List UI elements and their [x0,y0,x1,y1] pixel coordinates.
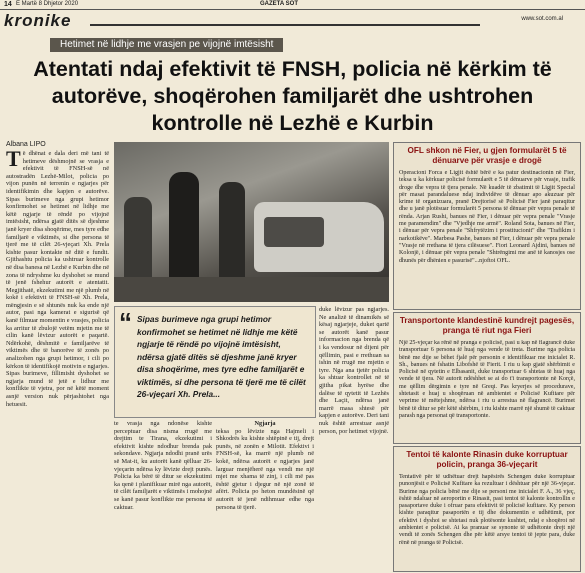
page-header-bar [0,0,585,10]
photo-person-shape [124,197,152,287]
column-2-text: te vrasja nga ndonëse kishte perceptuar disa nisma rrugë me drejtim te Tirana, ekzekutimi i efektivit kishte ndodhur brenda pak sekondave. Ngjarja ndodhi pranë urës së Mat-it, ku autorët kanë qëlluar 26-vjeçarin ndërsa ky lëvizte drejt punës. Policia ka bërë të ditur se ekzekutimi ka qenë i planifikuar mirë nga autorët, të cilët familjarët e viktimës i mohojnë se kanë pasur konflikte me persona të caktuar. [114,420,212,511]
sidebar-story-title: Transportonte klandestinë kundrejt pagesës, pranga të riut nga Fieri [399,316,575,335]
sidebar-story-text: Një 25-vjeçar ka rënë në pranga e policisë, pasi u kap në flagrancë duke transportuar 6 persona të huaj nga vende të treta. Burime nga policia bënë me dije se bëhet fjalë për personin e identifikuar me inicialet R. Sh., banues në fshatin Libofshë të Fierit. I riu u kap gjatë shërbimit e Policisë në qytetin e Elbasanit, duke transportuar 6 shtetas të huaj nga vende të tjera. Në autorit ndëshhet se ai do t'i transportonte në Korçë, me qëllim dërgimin e tyre në Greqi. Pas kryerjes së procedurave, shtetasit e huaj u shoqëruan në ambientet e Policisë Kufitare për veprime të mëtejshme, ndërsa i riu u arrestua në flagrancë. Burimet bënë të ditur se për këtë shërbim, i riu kishte marrë një shumë të caktuar parash nga personat që transportonte. [399,340,575,419]
article-column-4 [319,306,389,435]
photo-car-window-shape [264,217,324,247]
pull-quote-box [114,306,316,418]
crime-scene-photo [114,142,389,302]
article-headline: Atentati ndaj efektivit të FNSH, policia në kërkim të autorëve, shoqërohen familjarët dhe ushtrohen kontrolle në Lezhë e Kurbin [33,57,552,135]
sidebar-story-trafficking [393,312,581,444]
column-4-text: duke lëvizur pas ngjarjes. Ne analizë të dinamikës së kësaj ngjarjeje, duket qartë se autorët kanë pasur informacion nga brenda që i ka vendosur në dijeni për qëllimin, pasi e rrethuan sa ishin në rrugë me mjetin e tyre. Nga ana tjetër policia ka shtuar kontrollet në të gjitha pikat hyrëse dhe dalëse të qytetit të Lezhës dhe Laçit, ndërsa janë marrë masa shtesë për kapjen e autorëve. Deri tani nuk është arrestuar asnjë person, por hetimet vijojnë. [319,306,389,435]
quote-mark-icon: “ [119,307,132,337]
column-3-text: teksa po lëvizte nga Hajmeli i Shkodrës ku kishte shtëpinë e tij, drejt punës, në zonën e Milotit. Efektivi i FNSH-së, ka marrë një plumb në kokë, ndërsa autorët e ngjarjes janë larguar menjëherë nga vendi me një mjet me xhama të zinj, i cili më pas është gjetur i djegur në një zonë të afërt. Policia po heton mundësinë që autorët të jenë ndihmuar edhe nga persona të tjerë. [216,427,314,511]
sidebar-story-text: Tentativë për të udhëtuar drejt hapësirës Schengen duke korruptuar punonjësit e Policisë Kufitare ka rezultuar i dështuar për një 36-vjeçar. Burime nga policia bënë me dije se personi me inicialet F. A., 36 vjeç, është ndaluar në aeroportin e Rinasit, pasi tentoi të kalonte kontrollin e pasaportave duke i ofruar para efektivit të policisë kufitare. Ky person kishte paraqitur pasaportën e tij dhe dokumentin e udhëtimit, por efektivi i dyshoi se shtetasi nuk plotësonte kushtet, ndaj e shoqëroi në ambientet e policisë. Ai ka pranuar se synonte të udhëtonte drejt një vendi të zonës Schengen dhe për këtë arsye tentoi të jepte para, duke rënë në pranga të Policisë. [399,474,575,546]
photo-ground-shape [114,277,389,302]
article-kicker: Hetimet në lidhje me vrasjen pe vijojnë imtësisht [50,38,283,52]
section-rubric: kronike [4,11,72,30]
article-column-3 [216,420,314,511]
sidebar-story-ofl [393,142,581,310]
article-column-1 [6,150,109,408]
article-column-2 [114,420,212,511]
photo-police-officer-shape [219,182,245,282]
column-1-text: ë dhënat e dala deri më tani të hetimeve dëshmojnë se vrasja e efektivit të FNSH-së në autostradën Lezhë-Milot, policia po vijon punën në terrenin e ngjarjes për identifikimin dhe kapjen e autorëve. Sipas burimeve nga grupi hetimor konfirmohet se hetimet në lidhje me këtë ngjarje të rëndë po vijojnë imtësisht, ndërsa gjatë ditës së djeshme janë kryer disa shoqërime, mes tyre edhe familjarë e viktimës, si dhe persona të tjerë me të cilët 26-vjeçari Xh. Prela kishte pasur kontakte në ditë e fundit. Gjithashtu policia ka ushtruar kontrolle në disa banesa në Lezhë e Kurbin dhe në zona të ndryshme ku dyshohet se mund të jenë fshehur autorët e atentatit. Megjithatë, ekzekutimi me një plumb në kokë i efektivit të FNSH-së Xh. Prela, mëngjesin e së shtunës nuk ka ende një autor, pasi nga kamerat e sigurisë që kanë filmuar momentin e vrasjes, policia ka arritur të zbulojë vetëm mjetin me të cilin kanë lëvizur autorët e paqartë. Ndërkohë, dëshmitë e familjarëve të viktimës dhe të banorëve të zonës po analizohen nga grupi hetimor, i cili po kërkon të identifikojë motivin e ngjarjes. Sipas burimeve, fillimisht dyshohet se ngjarja mund të jetë e lidhur me konflikte të vjetra, por në këtë moment asnjë version nuk përjashtohet nga hetuesit. [6,150,109,408]
drop-cap: T [6,150,21,171]
pull-quote-text: Sipas burimeve nga grupi hetimor konfirmohet se hetimet në lidhje me këtë ngjarje të rëndë po vijojnë imtësisht, ndërsa gjatë ditës së djeshme janë kryer disa shoqërime, mes tyre edhe familjarët e viktimës, si dhe persona të tjerë me të cilët 26-vjeçari Xh. Prela... [137,314,306,399]
photo-person-shape [169,172,199,282]
sidebar-story-title: OFL shkon në Fier, u gjen formularët 5 të dënuarve për vrasje e drogë [407,146,567,165]
column-subhead: Ngjarja [254,420,276,427]
rubric-divider [90,24,480,26]
sidebar-story-text: Operacioni Forca e Ligjit është bërë e ka patur destinacionin në Fier, teksa u ka kërkuar policisë formularët e 5 të dënuarve për vrasje, trafik droge dhe vepra të tjera penale. Në kuadër të zbatimit të Ligjit Special për masat parandaluese ndaj individëve të dënuar apo akuzuar për krime të organizuara, pranë Drejtorisë së Policisë Fier janë paraqitur dhe u janë plotësuar formularët 5 persona të dënuar për vepra penale të rënda. Arjan Rushi, banues në Fier, i dënuar për vepra penale "Vrasje me paramendim" dhe "Vjedhje me armë". Roland Sota, banues në Fier, i dënuar për vepra penale "Shfrytëzim i prostitucionit" dhe "Trafikim i narkotikëve". Marbesa Pashe, banues në Fier, i dënuar për vepra penale "Vrasje në rrethana të tjera cilësuese". Fiori Leonard Ajdini, banues në Kolonjë, i dënuar për vepra penale "Shtrëngimi me anë të kanosjes ose dhunës për dhënien e pasurisë"...njoftoi OFL. [399,170,575,264]
sidebar-story-rinas [393,446,581,572]
page-number: 14 [4,1,12,8]
author-byline: Albana LIPO [6,141,46,148]
publication-name: GAZETA SOT [260,1,298,7]
sidebar-story-title: Tentoi të kalonte Rinasin duke korruptuar policin, pranga 36-vjeçarit [406,450,568,469]
news-sidebar [393,142,581,570]
issue-date: E Martë 8 Dhjetor 2020 [16,1,79,7]
website-label: www.sot.com.al [521,16,563,22]
